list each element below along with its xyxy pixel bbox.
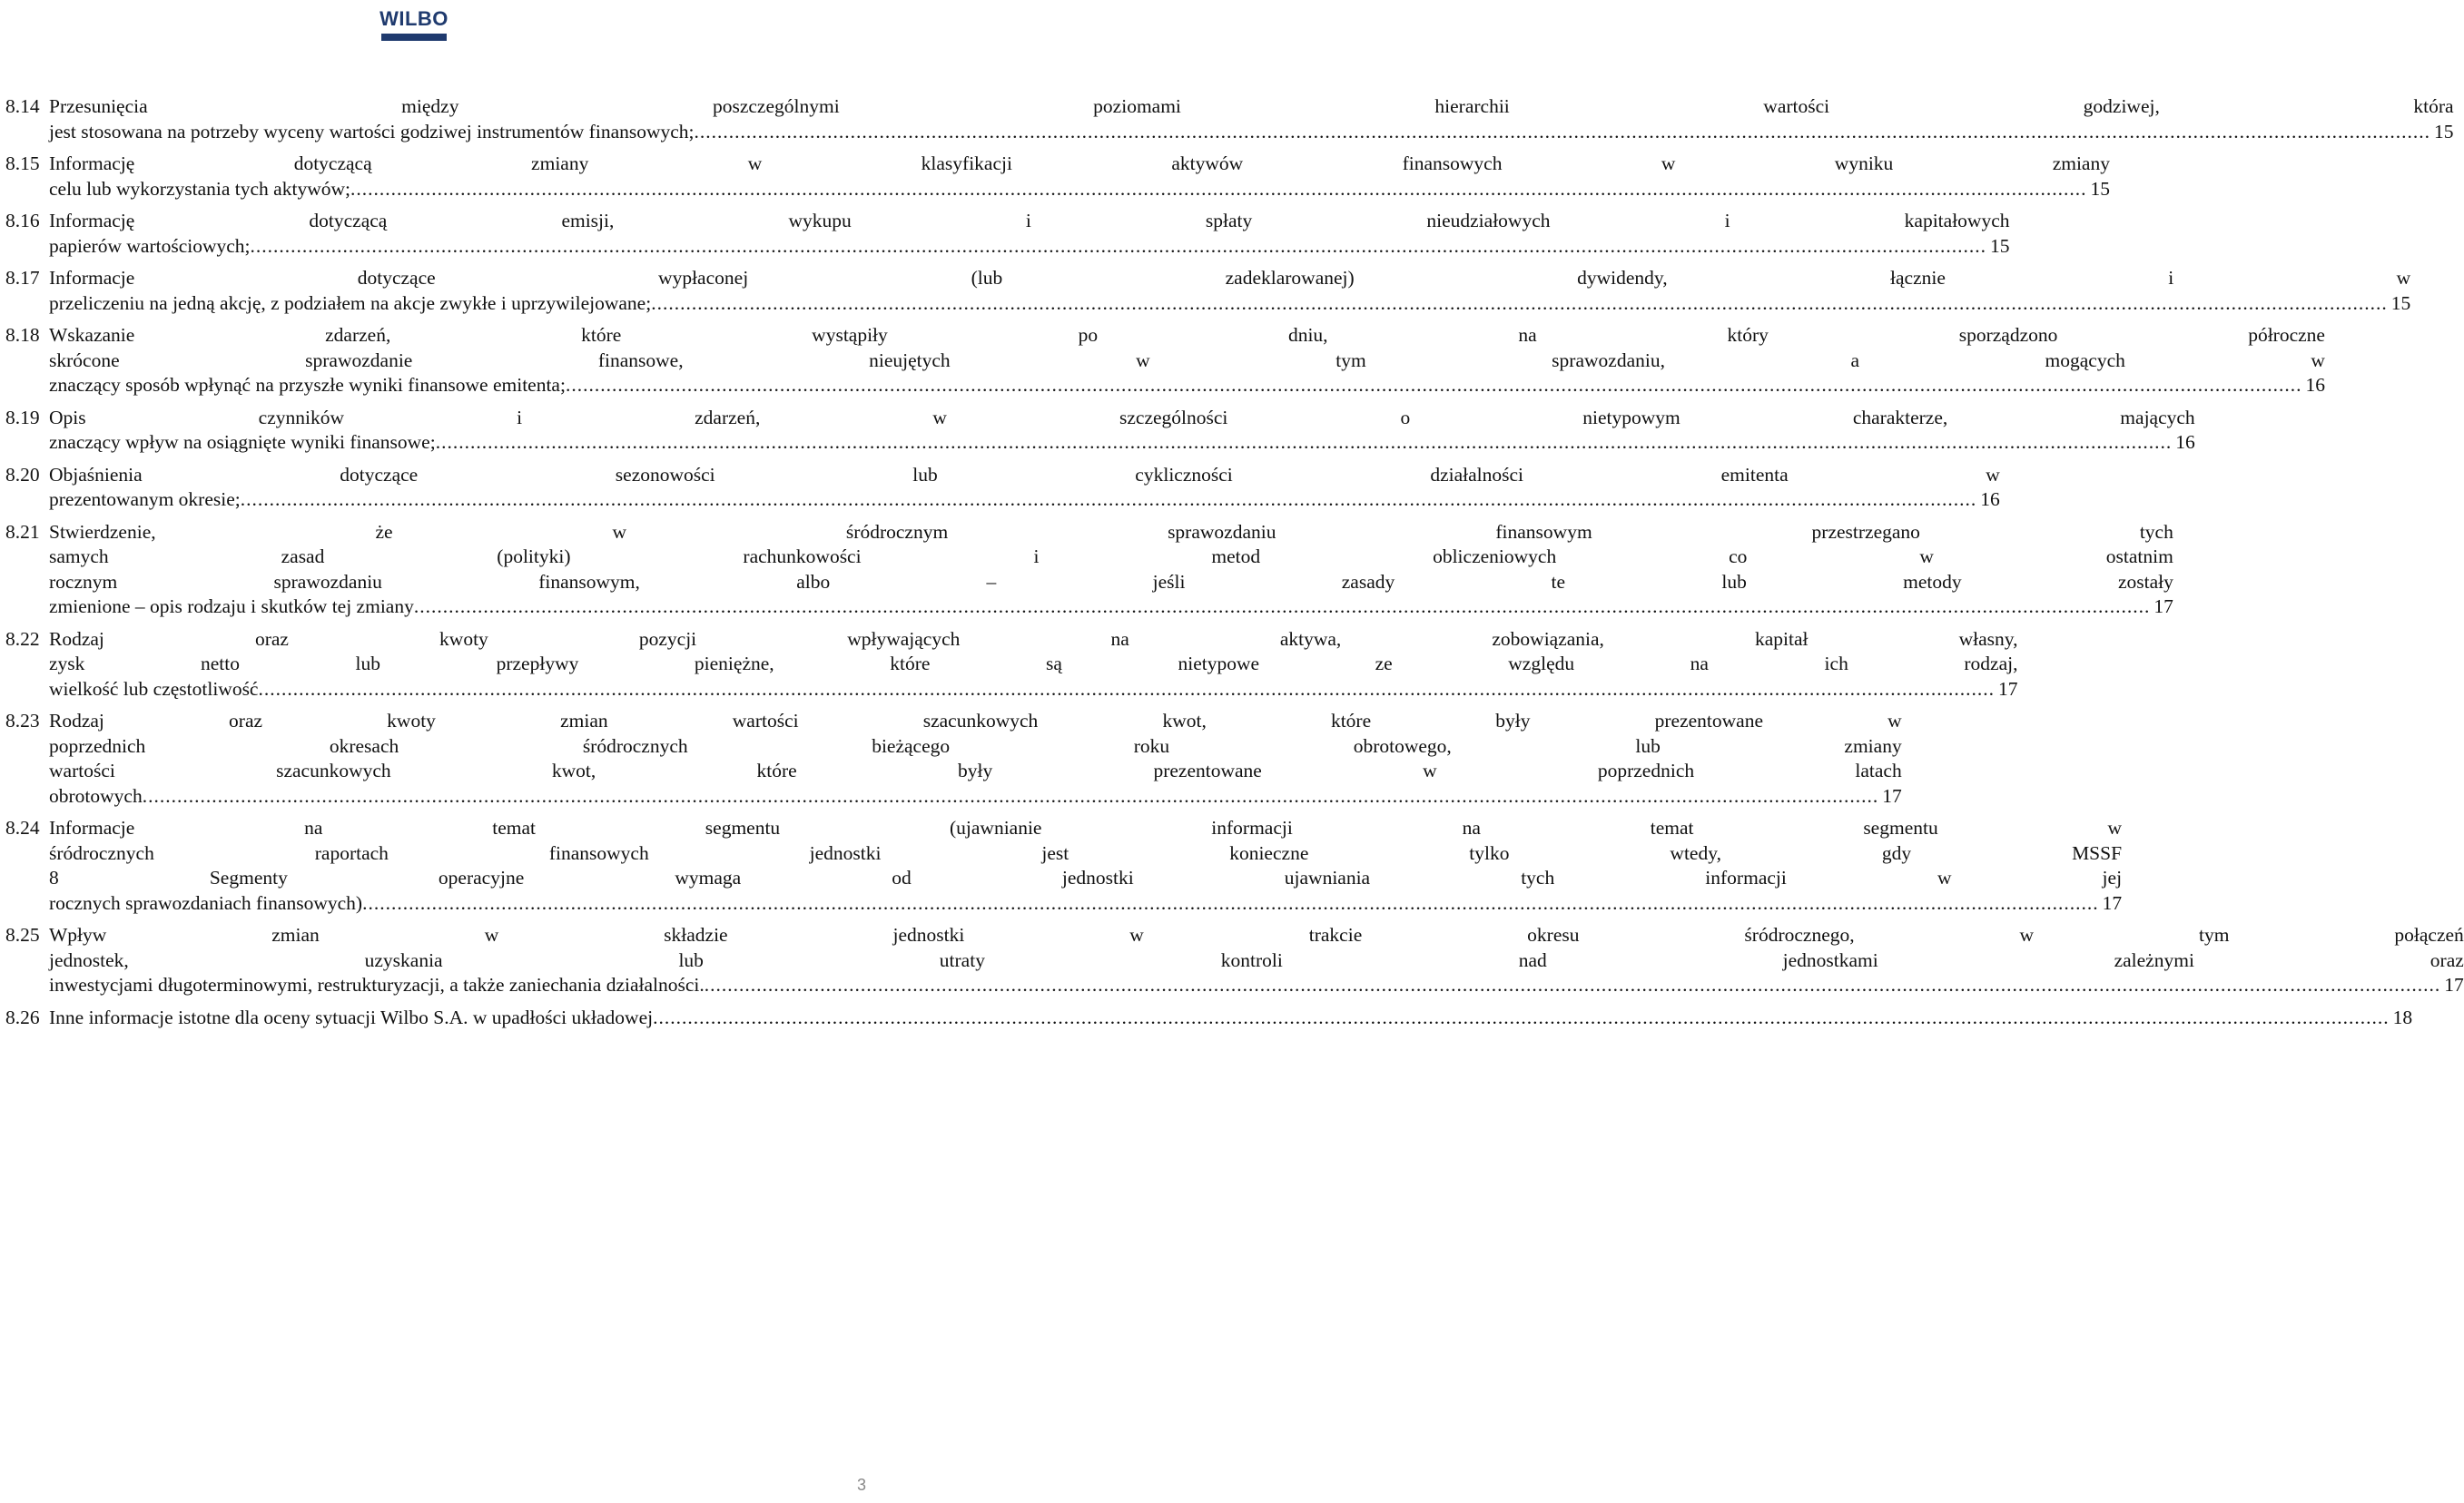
toc-entry-leader-line [49,677,2017,702]
toc-entry-page: 15 [2434,120,2454,142]
toc-entry-line: Informację dotyczącą emisji, wykupu i spłaty nieudziałowych i kapitałowych [49,210,2010,231]
toc-entry-last-line: Inne informacje istotne dla oceny sytuacji Wilbo S.A. w upadłości układowej [49,1006,654,1028]
toc-entry[interactable] [5,266,2411,316]
toc-entry-title [49,406,2195,456]
toc-entry-number: 8.16 [5,210,40,231]
toc-entry-line: Stwierdzenie, że w śródrocznym sprawozdaniu finansowym przestrzegano tych [49,520,2173,543]
toc-entry-number: 8.23 [5,710,40,732]
toc-entry-line: zysk netto lub przepływy pieniężne, które są nietypowe ze względu na ich rodzaj, [49,653,2018,674]
toc-entry-last-line: celu lub wykorzystania tych aktywów; [49,177,350,200]
toc-entry-number: 8.22 [5,627,40,650]
toc-entry[interactable] [5,323,2325,398]
toc-entry-last-line: zmienione – opis rodzaju i skutków tej zmiany [49,595,414,617]
toc-entry-leader-line [49,784,1902,810]
toc-entry-line: Rodzaj oraz kwoty pozycji wpływających na aktywa, zobowiązania, kapitał własny, [49,627,2018,650]
toc-entry[interactable] [5,627,2018,702]
toc-entry[interactable] [5,152,2110,201]
toc-entry-title [49,1006,2412,1031]
toc-entry-page: 15 [2390,291,2411,314]
toc-entry-leader-line [49,430,2195,456]
toc-entry-title [49,323,2325,398]
toc-entry-number: 8.20 [5,463,40,486]
toc-entry[interactable] [5,923,2464,998]
toc-entry[interactable] [5,1006,2413,1031]
toc-entry[interactable] [5,816,2123,916]
toc-entry-number: 8.17 [5,267,40,289]
toc-entry-number: 8.15 [5,152,40,174]
toc-entry[interactable] [5,463,2000,513]
toc-entry-number: 8.24 [5,817,40,839]
toc-entry-last-line: obrotowych [49,784,143,807]
toc-entry-leader-line [49,973,2464,998]
toc-entry-leader-line [49,177,2110,202]
toc-entry-title [49,463,2000,513]
toc-entry-page: 17 [2102,891,2123,914]
toc-entry-last-line: wielkość lub częstotliwość [49,677,259,700]
toc-entry-page: 18 [2392,1006,2413,1028]
toc-entry-leader-line [49,291,2410,317]
toc-entry-line: Opis czynników i zdarzeń, w szczególności o nietypowym charakterze, mających [49,406,2195,428]
dot-leader: ............................................................................................................................................................................................................................................................................................................ [142,784,1879,807]
toc-entry-title [49,266,2410,316]
toc-entry-page: 17 [2444,974,2464,996]
toc-entry-last-line: przeliczeniu na jedną akcję, z podziałem na akcje zwykłe i uprzywilejowane; [49,291,652,314]
dot-leader: ............................................................................................................................................................................................................................................................................................................ [362,891,2099,914]
toc-entry-line: Objaśnienia dotyczące sezonowości lub cykliczności działalności emitenta w [49,463,2000,486]
logo-underline-bar [381,34,447,41]
toc-entry-leader-line [49,234,2010,260]
toc-entry-page: 16 [2175,431,2195,453]
toc-entry-line: jednostek, uzyskania lub utraty kontroli nad jednostkami zależnymi oraz [49,948,2464,971]
page-number: 3 [856,1476,866,1494]
toc-entry-line: rocznym sprawozdaniu finansowym, albo – jeśli zasady te lub metody zostały [49,570,2173,593]
toc-entry-title [49,152,2110,201]
toc-entry-line: Przesunięcia między poszczególnymi poziomami hierarchii wartości godziwej, która [49,95,2454,117]
toc-entry-last-line: inwestycjami długoterminowymi, restrukturyzacji, a także zaniechania działalności. [49,974,705,996]
toc-entry[interactable] [5,520,2173,620]
toc-entry-last-line: rocznych sprawozdaniach finansowych) [49,891,363,914]
toc-entry-leader-line [49,891,2122,917]
toc-entry-page: 17 [2154,595,2173,617]
toc-entry[interactable] [5,209,2010,259]
toc-entry-line: Rodzaj oraz kwoty zmian wartości szacunkowych kwot, które były prezentowane w [49,710,1902,732]
toc-entry-last-line: prezentowanym okresie; [49,488,241,510]
toc-entry[interactable] [5,94,2454,144]
toc-entry-line: śródrocznych raportach finansowych jednostki jest konieczne tylko wtedy, gdy MSSF [49,841,2123,864]
toc-entry-line: Wpływ zmian w składzie jednostki w trakcie okresu śródrocznego, w tym połączeń [49,924,2464,946]
toc-entry-number: 8.19 [5,406,40,428]
toc-entry-line: wartości szacunkowych kwot, które były prezentowane w poprzednich latach [49,760,1902,781]
toc-entry[interactable] [5,406,2195,456]
toc-entry-number: 8.18 [5,324,40,346]
toc-entry-page: 15 [2090,177,2110,200]
toc-entry-leader-line [49,1006,2412,1031]
toc-entry-page: 16 [2305,374,2325,396]
toc-entry-title [49,627,2017,702]
toc-entry-leader-line [49,594,2173,620]
toc-entry-page: 17 [1882,784,1902,807]
dot-leader: ............................................................................................................................................................................................................................................................................................................ [258,677,1995,700]
toc-entry-line: Informacje dotyczące wypłaconej (lub zadeklarowanej) dywidendy, łącznie i w [49,267,2411,289]
toc-entry-line: skrócone sprawozdanie finansowe, nieujętych w tym sprawozdaniu, a mogących w [49,349,2325,371]
toc-entry-line: 8 Segmenty operacyjne wymaga od jednostki ujawniania tych informacji w jej [49,867,2123,889]
toc-entry-title [49,923,2464,998]
toc-entry-last-line: papierów wartościowych; [49,234,251,257]
toc-entry-title [49,94,2454,144]
dot-leader: ............................................................................................................................................................................................................................................................................................................ [435,431,2173,453]
toc-entry-line: Wskazanie zdarzeń, które wystąpiły po dniu, na który sporządzono półroczne [49,324,2325,346]
dot-leader: ............................................................................................................................................................................................................................................................................................................ [651,291,2388,314]
toc-entry-line: Informację dotyczącą zmiany w klasyfikacji aktywów finansowych w wyniku zmiany [49,152,2110,174]
toc-entry[interactable] [5,709,1902,809]
toc-entry-number: 8.14 [5,95,40,117]
dot-leader: ............................................................................................................................................................................................................................................................................................................ [250,234,1986,257]
dot-leader: ............................................................................................................................................................................................................................................................................................................ [240,488,1977,510]
toc-entry-line: samych zasad (polityki) rachunkowości i metod obliczeniowych co w ostatnim [49,545,2173,567]
toc-entry-last-line: jest stosowana na potrzeby wyceny wartości godziwej instrumentów finansowych; [49,120,695,142]
company-logo [379,7,448,41]
toc-entry-title [49,816,2122,916]
dot-leader: ............................................................................................................................................................................................................................................................................................................ [413,595,2151,617]
toc-entry-number: 8.21 [5,520,40,543]
toc-entry-line: poprzednich okresach śródrocznych bieżącego roku obrotowego, lub zmiany [49,734,1902,757]
toc-entry-line: Informacje na temat segmentu (ujawnianie informacji na temat segmentu w [49,817,2123,839]
toc-entry-leader-line [49,487,2000,513]
toc-entry-number: 8.25 [5,924,40,946]
dot-leader: ............................................................................................................................................................................................................................................................................................................ [350,177,2087,200]
toc-entry-title [49,520,2173,620]
toc-entry-page: 15 [1990,234,2010,257]
toc-entry-leader-line [49,373,2325,398]
dot-leader: ............................................................................................................................................................................................................................................................................................................ [694,120,2431,142]
logo-text: WILBO [379,7,448,30]
toc-entry-number: 8.26 [5,1006,40,1028]
dot-leader: ............................................................................................................................................................................................................................................................................................................ [704,974,2441,996]
dot-leader: ............................................................................................................................................................................................................................................................................................................ [565,374,2302,396]
toc-entry-last-line: znaczący sposób wpłynąć na przyszłe wyniki finansowe emitenta; [49,374,566,396]
table-of-contents [5,94,2464,1037]
toc-entry-leader-line [49,120,2454,145]
toc-entry-page: 16 [1980,488,2000,510]
toc-entry-title [49,209,2010,259]
toc-entry-last-line: znaczący wpływ na osiągnięte wyniki finansowe; [49,431,436,453]
dot-leader: ............................................................................................................................................................................................................................................................................................................ [653,1006,2390,1028]
toc-entry-title [49,709,1902,809]
toc-entry-page: 17 [1997,677,2018,700]
